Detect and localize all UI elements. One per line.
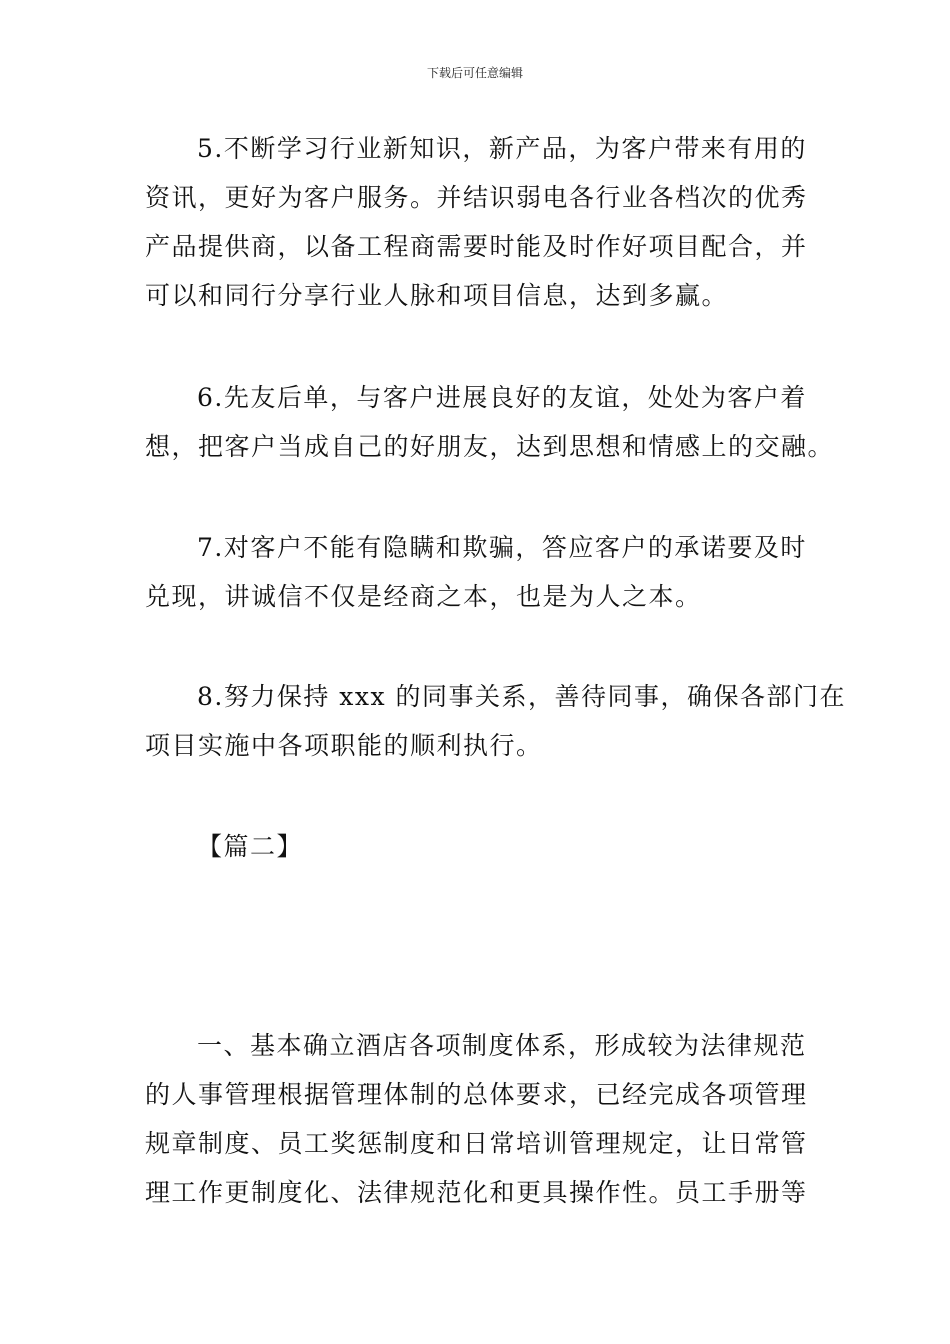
paragraph-item-5 xyxy=(145,124,809,320)
paragraph-line: 理工作更制度化、法律规范化和更具操作性。员工手册等 xyxy=(145,1178,808,1207)
paragraph-line: 可以和同行分享行业人脉和项目信息，达到多赢。 xyxy=(145,281,729,310)
paragraph-item-6 xyxy=(145,373,835,471)
paragraph-line: 8.努力保持 xxx 的同事关系，善待同事，确保各部门在 xyxy=(197,682,847,711)
paragraph-line: 一、基本确立酒店各项制度体系，形成较为法律规范 xyxy=(197,1031,807,1060)
paragraph-line: 规章制度、员工奖惩制度和日常培训管理规定，让日常管 xyxy=(145,1129,808,1158)
section-heading xyxy=(145,822,809,871)
paragraph-line: 项目实施中各项职能的顺利执行。 xyxy=(145,731,543,760)
paragraph-line: 的人事管理根据管理体制的总体要求，已经完成各项管理 xyxy=(145,1080,808,1109)
paragraph-line: 产品提供商，以备工程商需要时能及时作好项目配合，并 xyxy=(145,232,808,261)
paragraph-line: 资讯，更好为客户服务。并结识弱电各行业各档次的优秀 xyxy=(145,183,808,212)
paragraph-item-7 xyxy=(145,523,809,621)
paragraph-item-8 xyxy=(145,672,847,770)
paragraph-line: 兑现，讲诚信不仅是经商之本，也是为人之本。 xyxy=(145,582,702,611)
page-header: 下载后可任意编辑 xyxy=(426,66,523,80)
paragraph-line: 5.不断学习行业新知识，新产品，为客户带来有用的 xyxy=(197,134,807,163)
paragraph-section-one xyxy=(145,1021,809,1217)
paragraph-line: 7.对客户不能有隐瞒和欺骗，答应客户的承诺要及时 xyxy=(197,533,807,562)
section-heading-text: 【篇二】 xyxy=(197,832,304,861)
paragraph-line: 6.先友后单，与客户进展良好的友谊，处处为客户着 xyxy=(197,383,807,412)
paragraph-line: 想，把客户当成自己的好朋友，达到思想和情感上的交融。 xyxy=(145,432,835,461)
